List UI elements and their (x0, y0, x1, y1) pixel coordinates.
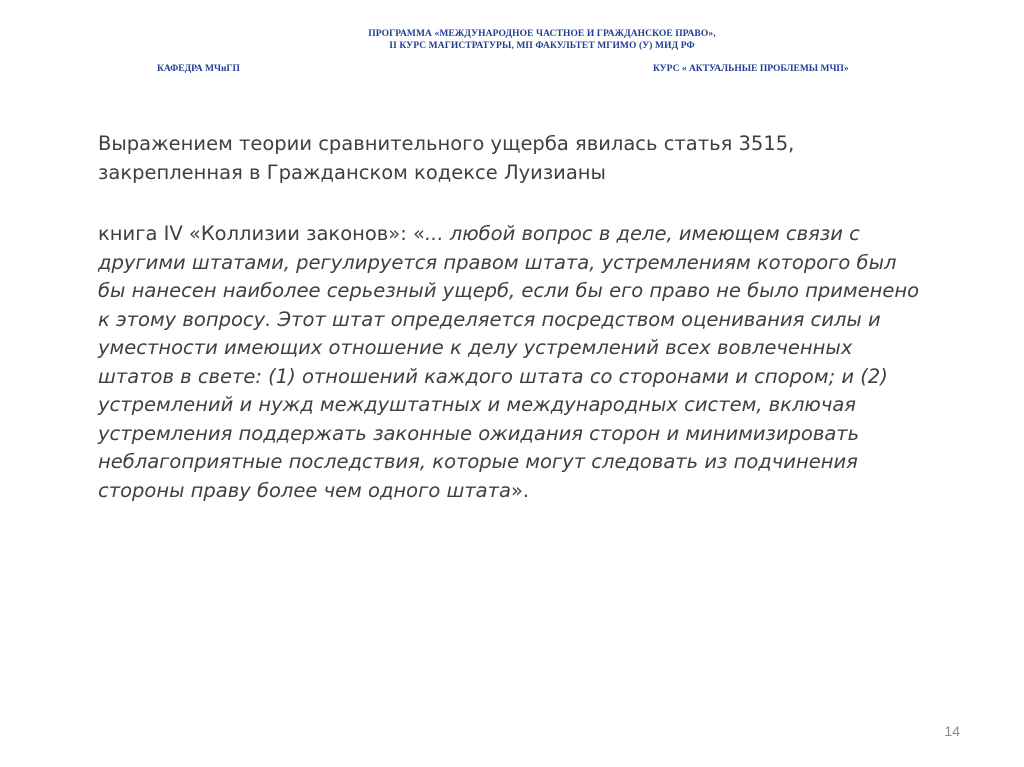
program-title-line-1: ПРОГРАММА «МЕЖДУНАРОДНОЕ ЧАСТНОЕ И ГРАЖДАНСКОЕ ПРАВО», (368, 29, 716, 39)
course-label: КУРС « АКТУАЛЬНЫЕ ПРОБЛЕМЫ МЧП» (653, 64, 849, 74)
slide-content (98, 130, 928, 505)
quote-text: ... любой вопрос в деле, имеющем связи с другими штатами, регулируется правом штата, устремлениям которого был бы нанесен наиболее серьезный ущерб, если бы его право не было применено к этому вопросу. Этот штат определяется посредством оценивания силы и уместности имеющих отношение к делу устремлений всех вовлеченных штатов в свете: (1) отношений каждого штата со сторонами и спором; и (2) устремлений и нужд междуштатных и международных систем, включая устремления поддержать законные ожидания сторон и минимизировать неблагоприятные последствия, которые могут следовать из подчинения стороны праву более чем одного штата (98, 222, 920, 502)
department-label: КАФЕДРА МЧиГП (157, 64, 240, 74)
slide-header (0, 0, 1024, 90)
program-title-line-2: II КУРС МАГИСТРАТУРЫ, МП ФАКУЛЬТЕТ МГИМО (У) МИД РФ (389, 41, 695, 51)
quote-paragraph (98, 220, 928, 505)
quote-end: ». (510, 478, 530, 502)
quote-lead: книга IV «Коллизии законов»: « (98, 222, 425, 245)
intro-paragraph: Выражением теории сравнительного ущерба явилась статья 3515, закрепленная в Гражданском кодексе Луизианы (98, 132, 795, 184)
page-number: 14 (944, 723, 960, 739)
